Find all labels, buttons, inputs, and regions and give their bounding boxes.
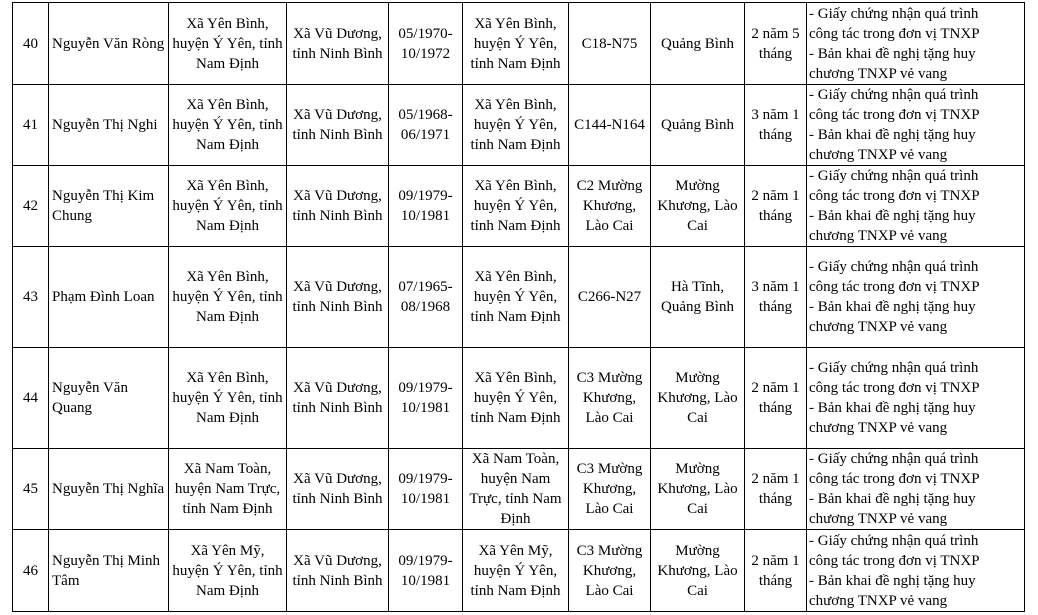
hometown-cell: Xã Nam Toàn, huyện Nam Trực, tỉnh Nam Định xyxy=(169,449,287,530)
documents-cell xyxy=(807,530,1025,612)
document-line: chương TNXP vẻ vang xyxy=(809,65,948,82)
full-name-cell: Nguyễn Thị Kim Chung xyxy=(49,166,169,247)
service-period-cell: 09/1979-10/1981 xyxy=(389,449,463,530)
service-location-cell: Mường Khương, Lào Cai xyxy=(651,449,745,530)
unit-cell: C266-N27 xyxy=(569,247,651,348)
document-line: công tác trong đơn vị TNXP xyxy=(809,380,980,396)
unit-cell: C144-N164 xyxy=(569,85,651,166)
row-number-cell: 46 xyxy=(13,530,49,612)
full-name-cell: Nguyễn Văn Quang xyxy=(49,348,169,449)
documents-cell xyxy=(807,166,1025,247)
document-line: chương TNXP vẻ vang xyxy=(809,420,948,436)
document-line: - Bản khai đề nghị tặng huy xyxy=(809,572,976,589)
enlistment-place-cell: Xã Yên Bình, huyện Ý Yên, tỉnh Nam Định xyxy=(463,348,569,449)
residence-cell: Xã Vũ Dương, tỉnh Ninh Bình xyxy=(287,166,389,247)
residence-cell: Xã Vũ Dương, tỉnh Ninh Bình xyxy=(287,3,389,85)
documents-cell xyxy=(807,3,1025,85)
enlistment-place-cell: Xã Yên Bình, huyện Ý Yên, tỉnh Nam Định xyxy=(463,247,569,348)
service-period-cell: 09/1979-10/1981 xyxy=(389,348,463,449)
residence-cell: Xã Vũ Dương, tỉnh Ninh Bình xyxy=(287,348,389,449)
row-number-cell: 41 xyxy=(13,85,49,166)
document-line: - Bản khai đề nghị tặng huy xyxy=(809,400,976,416)
documents-cell xyxy=(807,247,1025,348)
duration-cell: 2 năm 1 tháng xyxy=(745,449,807,530)
enlistment-place-cell: Xã Yên Bình, huyện Ý Yên, tỉnh Nam Định xyxy=(463,85,569,166)
enlistment-place-cell: Xã Nam Toàn, huyện Nam Trực, tỉnh Nam Định xyxy=(463,449,569,530)
service-period-cell: 05/1968-06/1971 xyxy=(389,85,463,166)
document-line: - Giấy chứng nhận quá trình xyxy=(809,5,979,22)
table-row xyxy=(13,348,1025,449)
document-line: - Bản khai đề nghị tặng huy xyxy=(809,208,976,224)
enlistment-place-cell: Xã Yên Mỹ, huyện Ý Yên, tỉnh Nam Định xyxy=(463,530,569,612)
duration-cell: 2 năm 1 tháng xyxy=(745,348,807,449)
row-number-cell: 44 xyxy=(13,348,49,449)
row-number-cell: 45 xyxy=(13,449,49,530)
enlistment-place-cell: Xã Yên Bình, huyện Ý Yên, tỉnh Nam Định xyxy=(463,3,569,85)
document-line: - Giấy chứng nhận quá trình xyxy=(809,168,979,184)
residence-cell: Xã Vũ Dương, tỉnh Ninh Bình xyxy=(287,85,389,166)
full-name-cell: Nguyễn Thị Minh Tâm xyxy=(49,530,169,612)
documents-cell xyxy=(807,348,1025,449)
document-line: chương TNXP vẻ vang xyxy=(809,592,948,609)
table-row xyxy=(13,530,1025,612)
table-row xyxy=(13,85,1025,166)
document-line: - Giấy chứng nhận quá trình xyxy=(809,259,979,275)
duration-cell: 2 năm 5 tháng xyxy=(745,3,807,85)
full-name-cell: Nguyễn Thị Nghi xyxy=(49,85,169,166)
row-number-cell: 42 xyxy=(13,166,49,247)
service-location-cell: Quảng Bình xyxy=(651,85,745,166)
unit-cell: C3 Mường Khương, Lào Cai xyxy=(569,530,651,612)
full-name-cell: Phạm Đình Loan xyxy=(49,247,169,348)
document-line: chương TNXP vẻ vang xyxy=(809,147,948,163)
document-line: công tác trong đơn vị TNXP xyxy=(809,25,980,42)
residence-cell: Xã Vũ Dương, tỉnh Ninh Bình xyxy=(287,247,389,348)
document-line: - Bản khai đề nghị tặng huy xyxy=(809,127,976,143)
unit-cell: C3 Mường Khương, Lào Cai xyxy=(569,348,651,449)
service-period-cell: 07/1965-08/1968 xyxy=(389,247,463,348)
unit-cell: C2 Mường Khương, Lào Cai xyxy=(569,166,651,247)
service-location-cell: Hà Tĩnh, Quảng Bình xyxy=(651,247,745,348)
document-line: chương TNXP vẻ vang xyxy=(809,319,948,335)
unit-cell: C18-N75 xyxy=(569,3,651,85)
document-line: - Bản khai đề nghị tặng huy xyxy=(809,299,976,315)
document-line: - Giấy chứng nhận quá trình xyxy=(809,360,979,376)
service-location-cell: Quảng Bình xyxy=(651,3,745,85)
duration-cell: 2 năm 1 tháng xyxy=(745,530,807,612)
table-body xyxy=(13,3,1025,612)
hometown-cell: Xã Yên Bình, huyện Ý Yên, tỉnh Nam Định xyxy=(169,247,287,348)
table-row xyxy=(13,166,1025,247)
document-line: công tác trong đơn vị TNXP xyxy=(809,552,980,569)
document-line: công tác trong đơn vị TNXP xyxy=(809,107,980,123)
service-period-cell: 09/1979-10/1981 xyxy=(389,166,463,247)
hometown-cell: Xã Yên Bình, huyện Ý Yên, tỉnh Nam Định xyxy=(169,348,287,449)
document-line: công tác trong đơn vị TNXP xyxy=(809,188,980,204)
document-line: - Giấy chứng nhận quá trình xyxy=(809,87,979,103)
document-line: - Giấy chứng nhận quá trình xyxy=(809,532,979,549)
row-number-cell: 40 xyxy=(13,3,49,85)
enlistment-place-cell: Xã Yên Bình, huyện Ý Yên, tỉnh Nam Định xyxy=(463,166,569,247)
duration-cell: 3 năm 1 tháng xyxy=(745,247,807,348)
document-line: chương TNXP vẻ vang xyxy=(809,228,948,244)
full-name-cell: Nguyễn Thị Nghĩa xyxy=(49,449,169,530)
residence-cell: Xã Vũ Dương, tỉnh Ninh Bình xyxy=(287,530,389,612)
service-location-cell: Mường Khương, Lào Cai xyxy=(651,166,745,247)
unit-cell: C3 Mường Khương, Lào Cai xyxy=(569,449,651,530)
row-number-cell: 43 xyxy=(13,247,49,348)
document-line: - Bản khai đề nghị tặng huy xyxy=(809,491,976,507)
service-location-cell: Mường Khương, Lào Cai xyxy=(651,530,745,612)
table-row xyxy=(13,449,1025,530)
hometown-cell: Xã Yên Bình, huyện Ý Yên, tỉnh Nam Định xyxy=(169,3,287,85)
document-line: công tác trong đơn vị TNXP xyxy=(809,279,980,295)
records-table xyxy=(12,2,1025,612)
duration-cell: 2 năm 1 tháng xyxy=(745,166,807,247)
service-period-cell: 05/1970-10/1972 xyxy=(389,3,463,85)
full-name-cell: Nguyễn Văn Ròng xyxy=(49,3,169,85)
table-row xyxy=(13,3,1025,85)
document-line: chương TNXP vẻ vang xyxy=(809,511,948,527)
service-location-cell: Mường Khương, Lào Cai xyxy=(651,348,745,449)
documents-cell xyxy=(807,85,1025,166)
documents-cell xyxy=(807,449,1025,530)
hometown-cell: Xã Yên Mỹ, huyện Ý Yên, tỉnh Nam Định xyxy=(169,530,287,612)
document-line: - Giấy chứng nhận quá trình xyxy=(809,451,979,467)
document-line: công tác trong đơn vị TNXP xyxy=(809,471,980,487)
service-period-cell: 09/1979-10/1981 xyxy=(389,530,463,612)
duration-cell: 3 năm 1 tháng xyxy=(745,85,807,166)
hometown-cell: Xã Yên Bình, huyện Ý Yên, tỉnh Nam Định xyxy=(169,85,287,166)
hometown-cell: Xã Yên Bình, huyện Ý Yên, tỉnh Nam Định xyxy=(169,166,287,247)
document-line: - Bản khai đề nghị tặng huy xyxy=(809,45,976,62)
table-row xyxy=(13,247,1025,348)
residence-cell: Xã Vũ Dương, tỉnh Ninh Bình xyxy=(287,449,389,530)
